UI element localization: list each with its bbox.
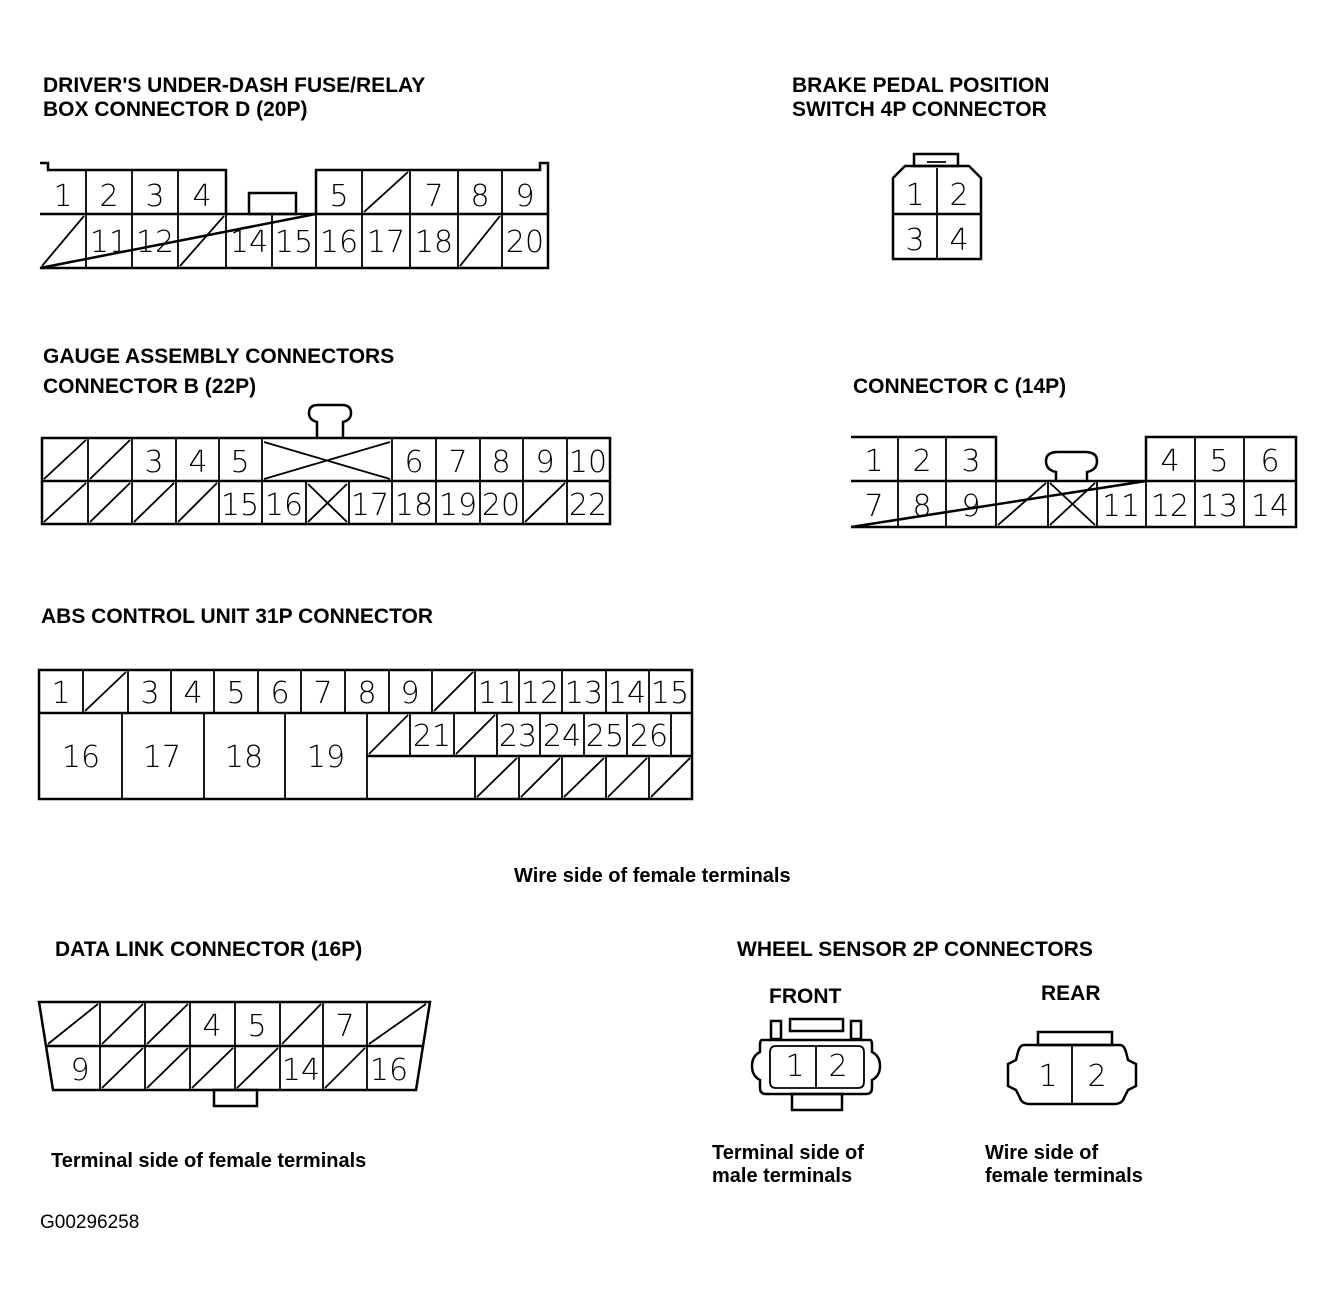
gauge-title-line2: CONNECTOR B (22P) — [43, 375, 257, 398]
pin-label: 25 — [585, 719, 625, 754]
pin-label: 7 — [864, 489, 884, 524]
pin-label: 22 — [568, 488, 608, 523]
pin-label: 18 — [394, 488, 434, 523]
pin-label: 2 — [1087, 1059, 1107, 1094]
pin-label: 19 — [438, 488, 478, 523]
pin-label: 4 — [202, 1009, 222, 1044]
abs-top-pins — [51, 676, 689, 711]
front-side-caption-line1: Terminal side of — [712, 1142, 864, 1164]
dlc-top-pins — [202, 1009, 354, 1044]
pin-label: 6 — [404, 445, 424, 480]
pin-label: 3 — [145, 179, 165, 214]
pin-label: 13 — [564, 676, 604, 711]
wheel-sensor-title: WHEEL SENSOR 2P CONNECTORS — [737, 938, 1093, 961]
pin-label: 9 — [535, 445, 555, 480]
pin-label: 7 — [448, 445, 468, 480]
pin-label: 11 — [477, 676, 517, 711]
pin-label: 18 — [224, 740, 264, 775]
pin-label: 18 — [414, 225, 454, 260]
pin-label: 12 — [1150, 489, 1190, 524]
pin-label: 5 — [226, 676, 246, 711]
pin-label: 14 — [607, 676, 647, 711]
pin-label: 14 — [281, 1053, 321, 1088]
pin-label: 6 — [1260, 444, 1280, 479]
pin-label: 1 — [53, 179, 73, 214]
pin-label: 3 — [961, 444, 981, 479]
pin-label: 3 — [905, 223, 925, 258]
figure-id: G00296258 — [40, 1212, 140, 1233]
pin-label: 3 — [140, 676, 160, 711]
pin-label: 4 — [949, 223, 969, 258]
pin-label: 4 — [192, 179, 212, 214]
pin-label: 11 — [1101, 489, 1141, 524]
pin-label: 4 — [183, 676, 203, 711]
pin-label: 3 — [144, 445, 164, 480]
pin-label: 8 — [357, 676, 377, 711]
pin-label: 9 — [70, 1053, 90, 1088]
pin-label: 1 — [785, 1049, 805, 1084]
front-wheel-sensor-connector — [752, 1019, 880, 1110]
pin-label: 10 — [568, 445, 608, 480]
fuse-box-bottom-pins — [90, 225, 544, 260]
pin-label: 21 — [412, 719, 452, 754]
pin-label: 15 — [274, 225, 314, 260]
dlc-side-caption: Terminal side of female terminals — [51, 1150, 367, 1172]
pin-label: 17 — [350, 488, 390, 523]
pin-label: 5 — [1209, 444, 1229, 479]
pin-label: 20 — [481, 488, 521, 523]
front-side-caption-line2: male terminals — [712, 1165, 853, 1187]
pin-label: 7 — [335, 1009, 355, 1044]
pin-label: 14 — [229, 225, 269, 260]
pin-label: 5 — [247, 1009, 267, 1044]
pin-label: 17 — [366, 225, 406, 260]
pin-label: 5 — [329, 179, 349, 214]
fuse-box-title-line1: DRIVER'S UNDER-DASH FUSE/RELAY — [43, 74, 426, 97]
pin-label: 6 — [270, 676, 290, 711]
pin-label: 15 — [220, 488, 260, 523]
pin-label: 12 — [135, 225, 175, 260]
pin-label: 7 — [313, 676, 333, 711]
pin-label: 14 — [1250, 489, 1290, 524]
brake-switch-title-line1: BRAKE PEDAL POSITION — [792, 74, 1050, 97]
pin-label: 16 — [319, 225, 359, 260]
brake-switch-title-line2: SWITCH 4P CONNECTOR — [792, 98, 1047, 121]
pin-label: 12 — [520, 676, 560, 711]
pin-label: 16 — [369, 1053, 409, 1088]
fuse-box-top-pins — [53, 179, 534, 214]
pin-label: 16 — [61, 740, 101, 775]
rear-wheel-sensor-connector — [1008, 1032, 1136, 1104]
pin-label: 4 — [1160, 444, 1180, 479]
pin-label: 1 — [864, 444, 884, 479]
dlc-title: DATA LINK CONNECTOR (16P) — [55, 938, 363, 961]
pin-label: 2 — [912, 444, 932, 479]
pin-label: 2 — [949, 178, 969, 213]
pin-label: 17 — [142, 740, 182, 775]
pin-label: 5 — [230, 445, 250, 480]
pin-label: 26 — [629, 719, 669, 754]
pin-label: 1 — [905, 178, 925, 213]
pin-label: 2 — [828, 1049, 848, 1084]
rear-side-caption-line1: Wire side of — [985, 1142, 1099, 1164]
pin-label: 15 — [650, 676, 690, 711]
pin-label: 7 — [424, 179, 444, 214]
pin-label: 24 — [542, 719, 582, 754]
rear-label: REAR — [1041, 982, 1101, 1005]
pin-label: 23 — [498, 719, 538, 754]
connector-c-title: CONNECTOR C (14P) — [853, 375, 1067, 398]
abs-title: ABS CONTROL UNIT 31P CONNECTOR — [41, 605, 434, 628]
gauge-b-bottom-pins — [221, 488, 607, 523]
pin-label: 13 — [1199, 489, 1239, 524]
pin-label: 11 — [89, 225, 129, 260]
pin-label: 1 — [51, 676, 71, 711]
pin-label: 8 — [912, 489, 932, 524]
pin-label: 1 — [1038, 1059, 1058, 1094]
pin-label: 9 — [961, 489, 981, 524]
pin-label: 19 — [306, 740, 346, 775]
front-label: FRONT — [769, 985, 842, 1008]
wire-side-caption: Wire side of female terminals — [514, 865, 791, 887]
pin-label: 4 — [188, 445, 208, 480]
gauge-b-connector — [42, 405, 610, 524]
fuse-box-title-line2: BOX CONNECTOR D (20P) — [43, 98, 308, 121]
pin-label: 16 — [264, 488, 304, 523]
pin-label: 9 — [400, 676, 420, 711]
pin-label: 8 — [491, 445, 511, 480]
rear-side-caption-line2: female terminals — [985, 1165, 1143, 1187]
pin-label: 20 — [505, 225, 545, 260]
pin-label: 9 — [515, 179, 535, 214]
gauge-title-line1: GAUGE ASSEMBLY CONNECTORS — [43, 345, 395, 368]
pin-label: 8 — [470, 179, 490, 214]
connector-c-top-pins — [864, 444, 1279, 479]
pin-label: 2 — [99, 179, 119, 214]
connector-c-bottom-pins — [864, 489, 1289, 524]
